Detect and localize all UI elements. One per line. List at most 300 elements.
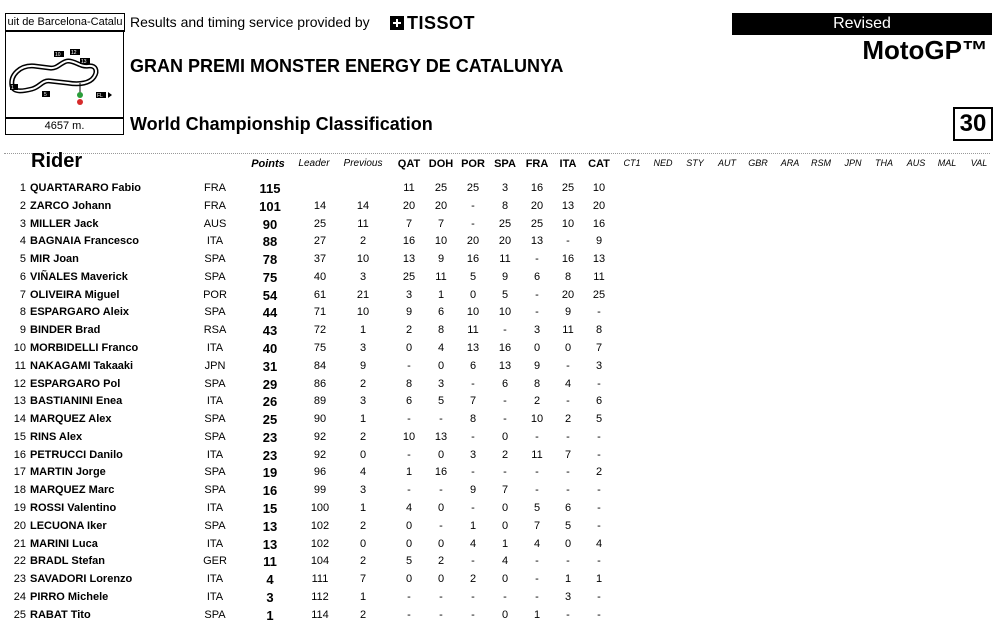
gap-to-leader: 104: [310, 555, 330, 568]
round-points: -: [566, 430, 570, 443]
rider-name: LECUONA Iker: [30, 519, 107, 532]
round-points: -: [597, 608, 601, 621]
round-points: -: [535, 466, 539, 479]
rider-points: 31: [262, 358, 278, 374]
round-points: 4: [564, 377, 572, 390]
rider-position: 7: [19, 288, 26, 301]
gap-to-leader: 40: [313, 270, 327, 283]
round-points: 0: [501, 608, 509, 621]
round-points: 5: [564, 519, 572, 532]
round-points: 3: [564, 590, 572, 603]
gap-to-previous: 3: [359, 395, 367, 408]
gap-to-previous: 3: [359, 342, 367, 355]
round-points: 16: [592, 217, 606, 230]
table-row: [0, 340, 998, 358]
gap-to-previous: 1: [359, 413, 367, 426]
round-points: -: [597, 448, 601, 461]
gap-to-previous: 21: [356, 288, 370, 301]
round-points: 25: [402, 270, 416, 283]
round-points: -: [471, 217, 475, 230]
rider-name: MARINI Luca: [30, 537, 98, 550]
round-points: 2: [437, 555, 445, 568]
gap-to-leader: 61: [313, 288, 327, 301]
round-points: 5: [469, 270, 477, 283]
round-points: 8: [533, 377, 541, 390]
round-points: 7: [405, 217, 413, 230]
round-points: 20: [402, 199, 416, 212]
round-points: 0: [437, 359, 445, 372]
round-points: -: [439, 519, 443, 532]
round-points: 11: [562, 324, 574, 337]
rider-name: VIÑALES Maverick: [30, 270, 128, 283]
gap-to-previous: 2: [359, 519, 367, 532]
future-round-column-header: AUT: [718, 158, 736, 168]
round-points: 4: [437, 342, 445, 355]
rider-position: 21: [13, 537, 26, 550]
rider-points: 25: [262, 412, 278, 428]
future-round-column-header: AUS: [906, 158, 926, 168]
round-points: 0: [501, 573, 509, 586]
round-points: 0: [437, 537, 445, 550]
gap-to-leader: 111: [311, 573, 329, 586]
round-points: 8: [437, 324, 445, 337]
round-points: 2: [501, 448, 509, 461]
rider-position: 19: [13, 502, 26, 515]
rider-points: 1: [266, 607, 274, 623]
revised-banner: Revised: [732, 13, 992, 35]
round-points: 10: [530, 413, 544, 426]
round-points: 0: [437, 448, 445, 461]
gap-to-leader: 102: [310, 537, 330, 550]
table-row: [0, 322, 998, 340]
round-points: -: [535, 573, 539, 586]
rider-name: MARQUEZ Alex: [30, 413, 112, 426]
round-points: -: [503, 413, 507, 426]
track-map-drawing: [6, 31, 123, 117]
round-points: -: [597, 377, 601, 390]
round-points: 25: [592, 288, 606, 301]
turn-label: 1: [11, 85, 14, 91]
rider-position: 23: [13, 573, 26, 586]
rider-position: 4: [19, 235, 26, 248]
round-points: 10: [402, 430, 416, 443]
rider-name: BAGNAIA Francesco: [30, 235, 140, 248]
future-round-column-header: VAL: [970, 158, 988, 168]
round-points: 16: [466, 253, 480, 266]
rider-position: 17: [13, 466, 26, 479]
round-points: 5: [437, 395, 445, 408]
rider-points: 78: [262, 252, 278, 268]
round-points: -: [597, 306, 601, 319]
round-points: -: [471, 377, 475, 390]
rider-nation: ITA: [206, 502, 224, 515]
rider-name: SAVADORI Lorenzo: [30, 573, 133, 586]
rider-points: 19: [262, 465, 278, 481]
rider-nation: SPA: [204, 413, 226, 426]
round-points: 0: [564, 537, 572, 550]
gap-to-previous: 2: [359, 430, 367, 443]
table-row: [0, 287, 998, 305]
round-points: 5: [405, 555, 413, 568]
rider-name: OLIVEIRA Miguel: [30, 288, 120, 301]
round-points: -: [535, 253, 539, 266]
round-points: -: [439, 590, 443, 603]
table-row: [0, 216, 998, 234]
leader-column-header: Leader: [298, 158, 330, 169]
rider-position: 16: [13, 448, 26, 461]
round-points: 25: [561, 182, 575, 194]
round-points: 6: [405, 395, 413, 408]
gap-to-leader: 86: [313, 377, 327, 390]
round-points: -: [407, 590, 411, 603]
round-points: 25: [498, 217, 512, 230]
future-round-column-header: RSM: [811, 158, 831, 168]
table-row: [0, 553, 998, 571]
round-points: 9: [405, 306, 413, 319]
rider-name: BRADL Stefan: [30, 555, 105, 568]
turn-label: 10: [55, 52, 61, 58]
round-points: 6: [564, 502, 572, 515]
rider-points: 115: [259, 181, 281, 196]
round-points: 2: [469, 573, 477, 586]
round-points: -: [407, 359, 411, 372]
round-points: 0: [437, 502, 445, 515]
round-points: 16: [530, 182, 544, 194]
round-points: 7: [564, 448, 572, 461]
rider-name: MORBIDELLI Franco: [30, 342, 139, 355]
round-points: 1: [533, 608, 541, 621]
rider-position: 12: [13, 377, 26, 390]
table-row: [0, 251, 998, 269]
gap-to-previous: 1: [359, 502, 367, 515]
round-points: 1: [501, 537, 509, 550]
gap-to-leader: 25: [313, 217, 327, 230]
round-points: 8: [469, 413, 477, 426]
rider-name: MARTIN Jorge: [30, 466, 106, 479]
rider-position: 5: [19, 253, 26, 266]
gap-to-previous: 2: [359, 235, 367, 248]
rider-nation: SPA: [204, 253, 226, 266]
rider-points: 54: [262, 287, 278, 303]
round-points: 0: [405, 342, 413, 355]
round-points: -: [471, 199, 475, 212]
rider-nation: ITA: [206, 235, 224, 248]
rider-nation: ITA: [206, 342, 224, 355]
round-points: -: [597, 590, 601, 603]
rider-name: PETRUCCI Danilo: [30, 448, 123, 461]
round-points: -: [566, 395, 570, 408]
round-points: 7: [501, 484, 509, 497]
rider-points: 75: [262, 269, 278, 285]
gap-to-leader: 14: [313, 199, 327, 212]
round-points: -: [407, 608, 411, 621]
round-points: 1: [564, 573, 572, 586]
round-points: 9: [501, 270, 509, 283]
rider-points: 23: [262, 447, 278, 463]
rider-points: 101: [259, 198, 281, 214]
gap-to-leader: 112: [311, 590, 329, 603]
finish-line-label: FL: [97, 93, 103, 99]
rider-position: 13: [13, 395, 26, 408]
gap-to-leader: 100: [310, 502, 330, 515]
rider-points: 11: [263, 554, 277, 570]
round-column-header: POR: [461, 158, 485, 170]
table-row: [0, 358, 998, 376]
gap-to-previous: 0: [359, 537, 367, 550]
table-row: [0, 180, 998, 198]
rider-nation: ITA: [206, 590, 224, 603]
rider-name: RINS Alex: [30, 430, 83, 443]
round-points: 25: [466, 182, 480, 194]
round-points: 20: [434, 199, 448, 212]
rider-position: 2: [19, 199, 26, 212]
round-points: 2: [564, 413, 572, 426]
rider-points: 4: [266, 572, 274, 588]
rider-position: 15: [13, 430, 26, 443]
round-points: 9: [469, 484, 477, 497]
round-points: 6: [533, 270, 541, 283]
round-points: 1: [595, 573, 603, 586]
rider-points: 44: [262, 305, 278, 321]
round-points: 11: [467, 324, 479, 337]
gap-to-leader: 90: [313, 413, 327, 426]
round-points: 6: [595, 395, 603, 408]
table-row: [0, 607, 998, 625]
gap-to-previous: 3: [359, 270, 367, 283]
round-points: 20: [498, 235, 512, 248]
rider-nation: SPA: [204, 306, 226, 319]
round-points: 5: [501, 288, 509, 301]
round-points: -: [597, 502, 601, 515]
future-round-column-header: MAL: [937, 158, 957, 168]
gap-to-leader: 102: [310, 519, 330, 532]
rider-points: 26: [262, 394, 278, 410]
rider-position: 6: [19, 270, 26, 283]
round-points: 0: [405, 537, 413, 550]
round-points: -: [566, 484, 570, 497]
round-points: 1: [437, 288, 445, 301]
sector-marker-red: [77, 99, 83, 105]
rider-nation: SPA: [204, 270, 226, 283]
round-points: 8: [405, 377, 413, 390]
rider-nation: SPA: [204, 608, 226, 621]
round-points: 5: [595, 413, 603, 426]
series-logo: MotoGP™: [862, 35, 988, 65]
round-points: 2: [595, 466, 603, 479]
round-column-header: FRA: [525, 158, 549, 170]
round-points: -: [597, 484, 601, 497]
round-points: 4: [469, 537, 477, 550]
rider-nation: SPA: [204, 430, 226, 443]
gap-to-previous: 4: [359, 466, 367, 479]
round-points: 20: [530, 199, 544, 212]
tissot-cross-icon: [390, 16, 404, 30]
future-round-column-header: NED: [653, 158, 673, 168]
round-points: 10: [434, 235, 448, 248]
round-points: -: [439, 413, 443, 426]
round-points: 2: [533, 395, 541, 408]
round-points: 0: [564, 342, 572, 355]
round-points: 4: [405, 502, 413, 515]
round-points: 9: [533, 359, 541, 372]
round-points: -: [566, 359, 570, 372]
future-round-column-header: GBR: [748, 158, 768, 168]
round-points: 13: [561, 199, 575, 212]
gap-to-previous: 2: [359, 608, 367, 621]
circuit-length: 4657 m.: [5, 118, 124, 135]
header-divider: [4, 153, 990, 154]
round-points: -: [407, 484, 411, 497]
gap-to-previous: 1: [359, 324, 367, 337]
round-points: 16: [561, 253, 575, 266]
rider-nation: GER: [203, 555, 227, 568]
turn-label: 5: [44, 92, 47, 98]
table-row: [0, 393, 998, 411]
round-points: 11: [499, 253, 511, 266]
round-points: 20: [466, 235, 480, 248]
gap-to-previous: 10: [356, 253, 370, 266]
rider-nation: FRA: [204, 199, 226, 212]
round-points: 3: [533, 324, 541, 337]
rider-position: 8: [19, 306, 26, 319]
round-points: 3: [437, 377, 445, 390]
rider-nation: SPA: [204, 484, 226, 497]
gap-to-leader: 92: [313, 448, 327, 461]
round-points: 16: [498, 342, 512, 355]
round-points: 11: [531, 448, 543, 461]
round-points: 7: [595, 342, 603, 355]
round-points: 8: [595, 324, 603, 337]
rider-points: 43: [262, 323, 278, 339]
round-points: -: [439, 484, 443, 497]
round-points: 11: [593, 270, 605, 283]
table-row: [0, 269, 998, 287]
gap-to-leader: 99: [313, 484, 327, 497]
round-points: 16: [402, 235, 416, 248]
sector-marker-green: [77, 92, 83, 98]
gap-to-leader: 75: [313, 342, 327, 355]
round-points: 3: [595, 359, 603, 372]
round-points: -: [535, 306, 539, 319]
page-number: 30: [953, 107, 993, 141]
round-points: -: [597, 430, 601, 443]
gap-to-previous: 2: [359, 377, 367, 390]
round-points: -: [597, 555, 601, 568]
table-row: [0, 198, 998, 216]
round-points: -: [566, 555, 570, 568]
round-points: 16: [434, 466, 448, 479]
round-points: 13: [530, 235, 544, 248]
rider-points: 15: [262, 501, 278, 517]
round-points: 7: [437, 217, 445, 230]
future-round-column-header: CT1: [623, 158, 641, 168]
round-points: 25: [530, 217, 544, 230]
round-points: -: [471, 430, 475, 443]
turn-label: 12: [71, 50, 77, 56]
rider-nation: SPA: [204, 519, 226, 532]
round-points: 3: [501, 182, 509, 194]
round-points: 9: [437, 253, 445, 266]
table-row: [0, 447, 998, 465]
rider-nation: POR: [203, 288, 227, 301]
gap-to-leader: 92: [313, 430, 327, 443]
rider-position: 11: [14, 359, 26, 372]
gap-to-previous: 2: [359, 555, 367, 568]
round-points: -: [535, 590, 539, 603]
round-points: 13: [434, 430, 448, 443]
round-points: 0: [501, 502, 509, 515]
round-column-header: ITA: [559, 158, 577, 170]
rider-nation: RSA: [203, 324, 227, 337]
round-column-header: DOH: [428, 158, 454, 170]
round-points: -: [439, 608, 443, 621]
round-points: -: [535, 484, 539, 497]
rider-points: 23: [262, 429, 278, 445]
table-row: [0, 589, 998, 607]
rider-position: 9: [19, 324, 26, 337]
gap-to-leader: 84: [313, 359, 327, 372]
rider-points: 40: [262, 341, 278, 357]
tissot-logo: [390, 14, 475, 32]
table-row: [0, 500, 998, 518]
future-round-column-header: JPN: [844, 158, 862, 168]
round-points: 5: [533, 502, 541, 515]
gap-to-leader: 89: [313, 395, 327, 408]
previous-column-header: Previous: [343, 158, 383, 169]
rider-points: 29: [262, 376, 278, 392]
rider-nation: ITA: [206, 573, 224, 586]
rider-nation: SPA: [204, 377, 226, 390]
round-points: 0: [437, 573, 445, 586]
gap-to-previous: 1: [359, 590, 367, 603]
round-points: 13: [466, 342, 480, 355]
gap-to-previous: 9: [359, 359, 367, 372]
rider-name: ROSSI Valentino: [30, 502, 117, 515]
tissot-wordmark: TISSOT: [407, 12, 476, 33]
table-row: [0, 429, 998, 447]
rider-name: BINDER Brad: [30, 324, 101, 337]
rider-name: QUARTARARO Fabio: [30, 182, 142, 194]
round-points: 10: [592, 182, 606, 194]
future-round-column-header: ARA: [780, 158, 800, 168]
rider-nation: AUS: [203, 217, 227, 230]
round-points: -: [503, 590, 507, 603]
table-row: [0, 376, 998, 394]
round-points: -: [503, 466, 507, 479]
round-points: 4: [501, 555, 509, 568]
round-points: 8: [501, 199, 509, 212]
table-row: [0, 518, 998, 536]
round-points: 10: [561, 217, 575, 230]
table-row: [0, 482, 998, 500]
rider-position: 14: [13, 413, 26, 426]
rider-points: 88: [262, 234, 278, 250]
round-points: -: [471, 502, 475, 515]
rider-position: 20: [13, 519, 26, 532]
round-points: -: [597, 519, 601, 532]
rider-name: MARQUEZ Marc: [30, 484, 115, 497]
round-points: 0: [501, 519, 509, 532]
round-points: -: [503, 324, 507, 337]
round-points: -: [471, 590, 475, 603]
round-points: 6: [501, 377, 509, 390]
timing-credit: Results and timing service provided by: [130, 14, 370, 30]
round-points: -: [503, 395, 507, 408]
round-points: 4: [533, 537, 541, 550]
circuit-name: uit de Barcelona-Catalu: [5, 13, 125, 32]
round-points: 8: [564, 270, 572, 283]
round-column-header: SPA: [494, 158, 516, 170]
